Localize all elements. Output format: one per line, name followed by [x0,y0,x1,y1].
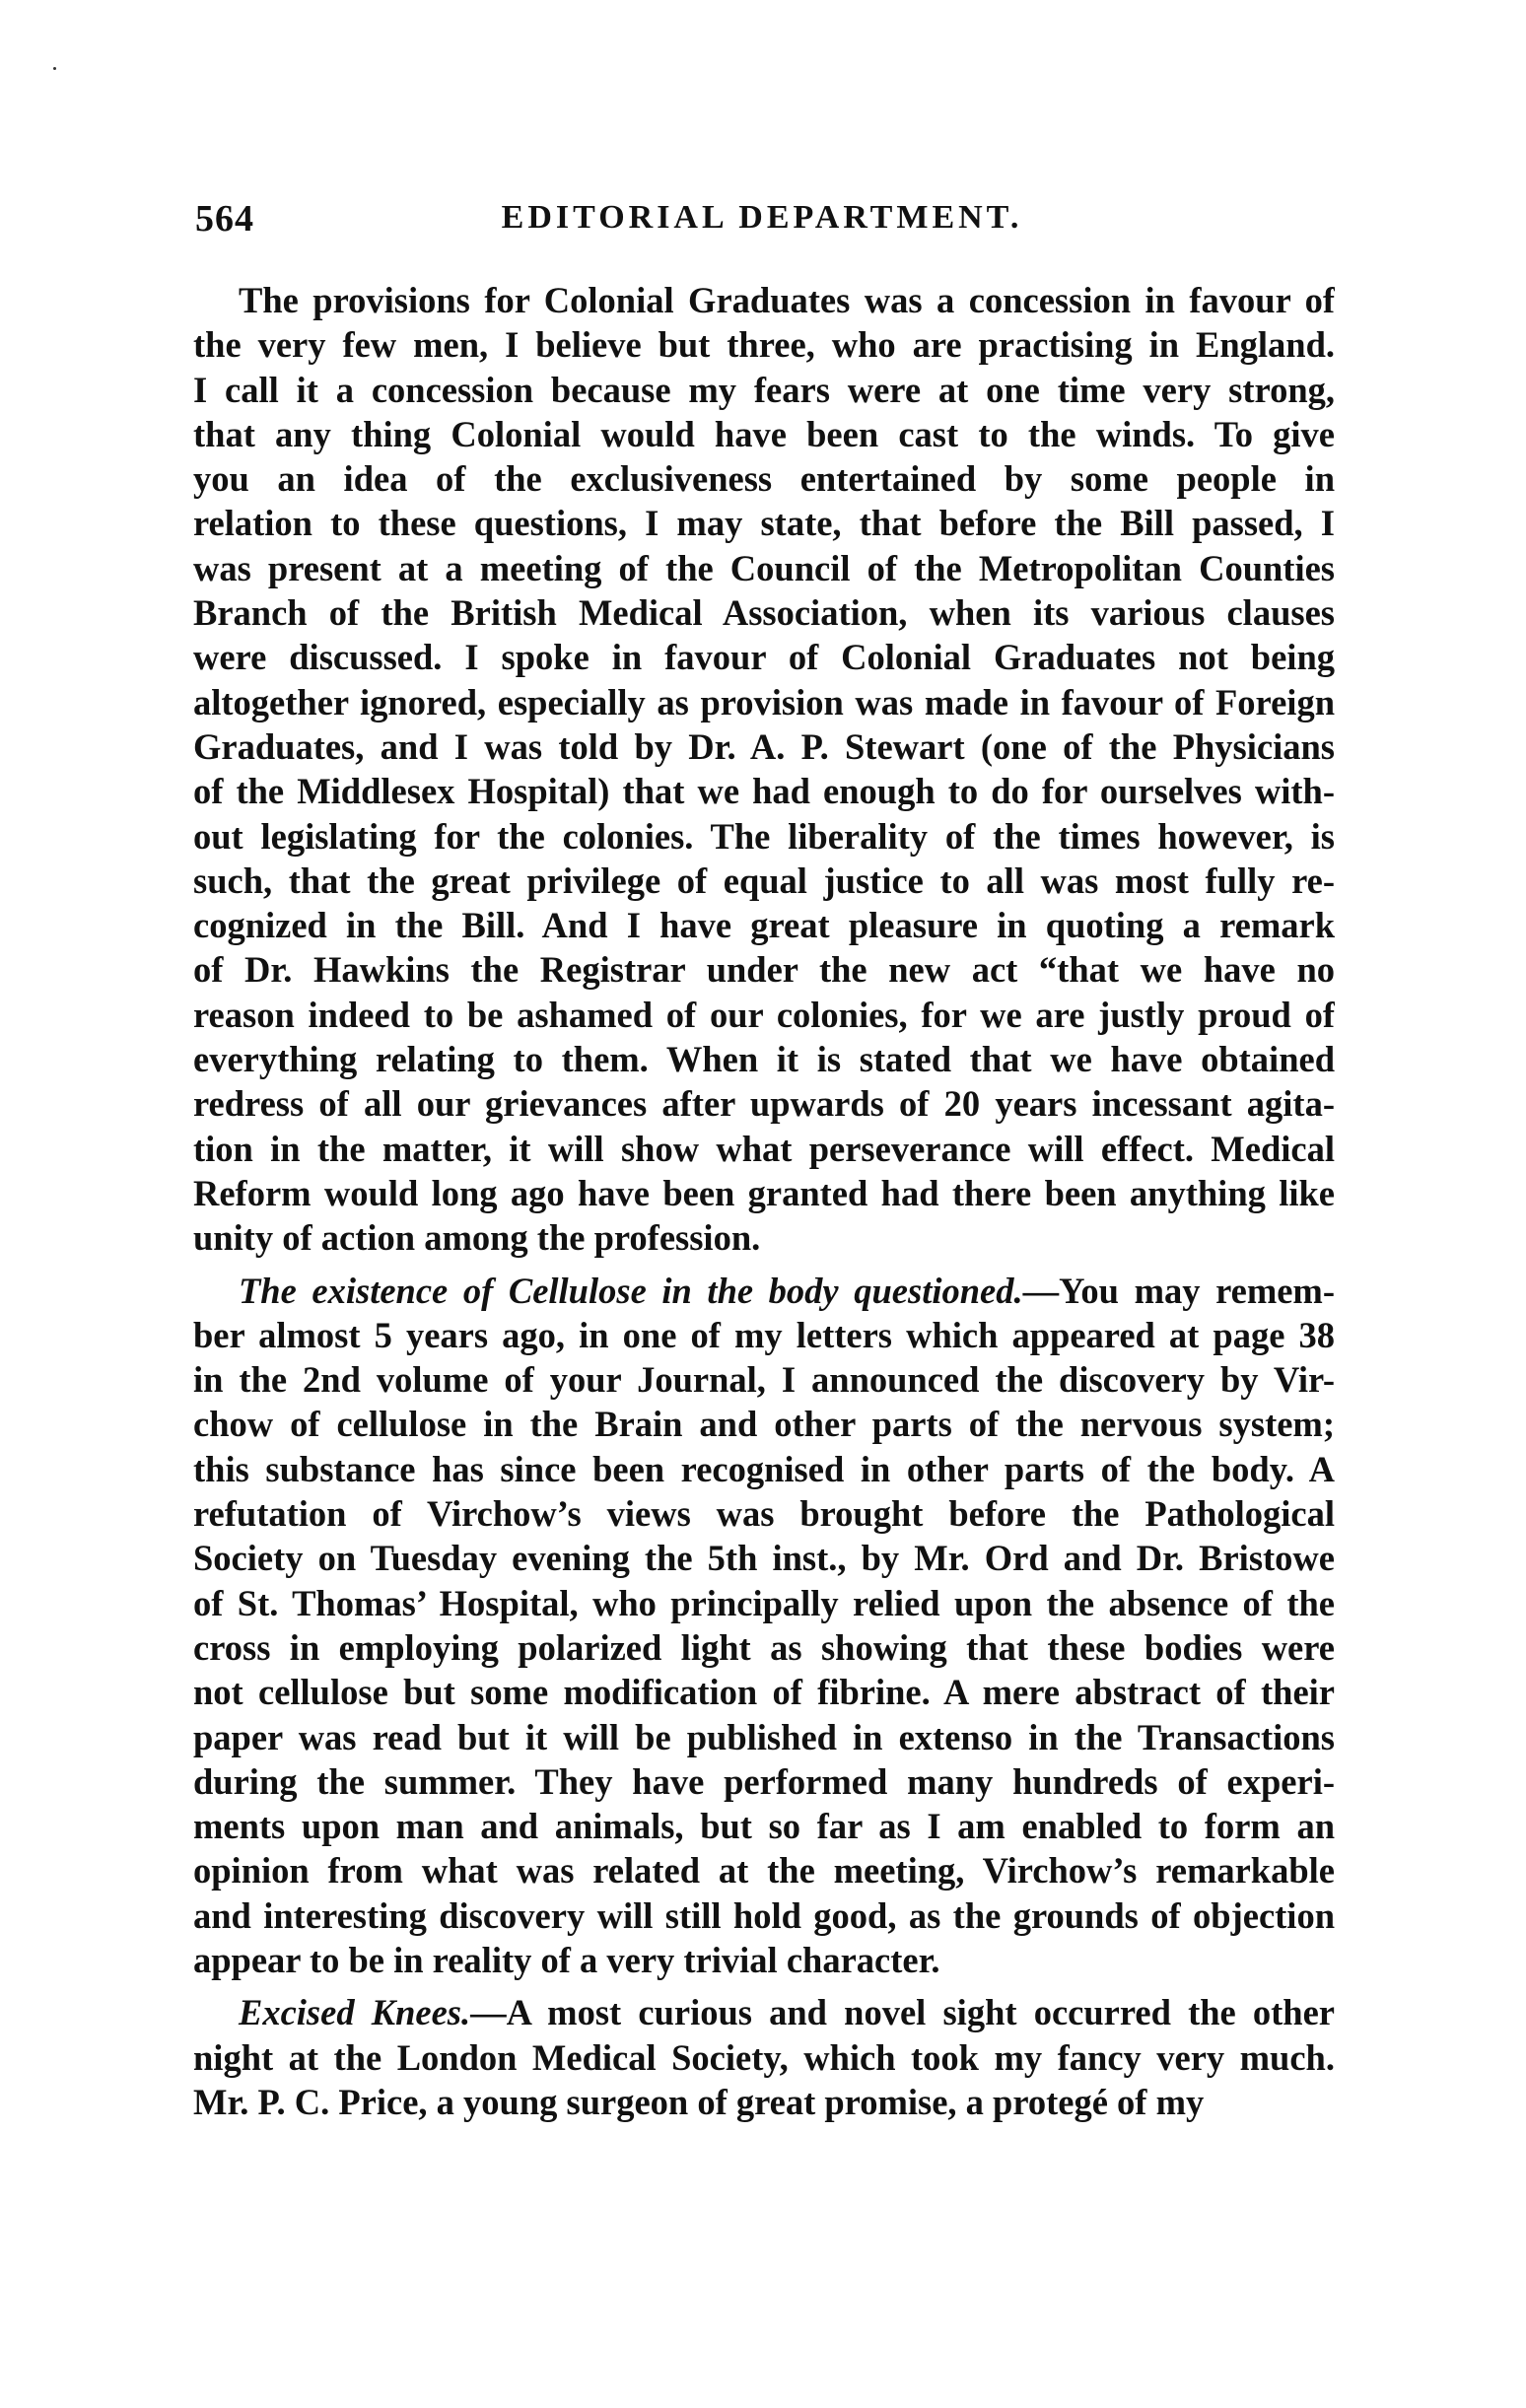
text-line [193,993,1335,1037]
line-text: Reform would long ago have been granted had there been anything like [193,1172,1335,1213]
line-text: were discussed. I spoke in favour of Colonial Graduates not being [193,637,1335,678]
text-line [193,1581,1335,1625]
text-line [193,1848,1335,1892]
text-line [193,1625,1335,1670]
text-line [193,368,1335,412]
line-text: altogether ignored, especially as provision was made in favour of Foreign [193,681,1335,722]
italic-heading: The existence of Cellulose in the body questioned. [239,1270,1023,1311]
line-text: ber almost 5 years ago, in one of my letters which appeared at page 38 [193,1314,1335,1355]
text-line [193,1081,1335,1126]
line-text: out legislating for the colonies. The liberality of the times however, is [193,815,1335,857]
line-text: during the summer. They have performed many hundreds of experi- [193,1760,1335,1802]
line-text: —A most curious and novel sight occurred the other [470,1992,1335,2033]
text-line [193,947,1335,992]
text-line [193,2035,1335,2080]
text-line [193,1269,1335,1313]
text-line [193,1171,1335,1215]
text-line [193,1037,1335,1081]
line-text: in the 2nd volume of your Journal, I announced the discovery by Vir- [193,1359,1335,1401]
section-heading: EDITORIAL DEPARTMENT. [501,199,1023,236]
text-line [193,1447,1335,1491]
line-text: appear to be in reality of a very trivial character. [193,1939,940,1980]
line-text: Mr. P. C. Price, a young surgeon of great promise, a protegé of my [193,2081,1205,2122]
text-line [193,1990,1335,2034]
text-line [193,1715,1335,1759]
text-line [193,1215,1335,1260]
text-line [193,1536,1335,1580]
text-line [193,1127,1335,1171]
text-line [193,1893,1335,1938]
line-text: that any thing Colonial would have been cast to the winds. To give [193,413,1335,454]
text-line [193,2080,1335,2124]
text-line [193,1938,1335,1982]
text-line [193,322,1335,367]
line-text: redress of all our grievances after upwards of 20 years incessant agita- [193,1083,1335,1125]
line-text: unity of action among the profession. [193,1217,761,1259]
line-text: of the Middlesex Hospital) that we had enough to do for ourselves with- [193,771,1335,812]
text-line [193,546,1335,590]
line-text: The provisions for Colonial Graduates was a concession in favour of [239,280,1335,320]
text-line [193,1357,1335,1402]
line-text: not cellulose but some modification of fibrine. A mere abstract of their [193,1672,1335,1713]
line-text: I call it a concession because my fears were at one time very strong, [193,369,1335,410]
text-line [193,724,1335,769]
running-head [195,197,1329,246]
line-text: this substance has since been recognised in other parts of the body. A [193,1448,1335,1489]
line-text: ments upon man and animals, but so far as I am enabled to form an [193,1806,1335,1847]
line-text: cognized in the Bill. And I have great pleasure in quoting a remark [193,905,1335,946]
line-text: everything relating to them. When it is stated that we have obtained [193,1039,1335,1080]
line-text: relation to these questions, I may state, that before the Bill passed, I [193,503,1335,544]
line-text: cross in employing polarized light as showing that these bodies were [193,1626,1335,1668]
line-text: —You may remem- [1022,1270,1335,1311]
line-text: refutation of Virchow’s views was brought before the Pathological [193,1493,1335,1535]
text-line [193,635,1335,679]
text-line [193,412,1335,456]
line-text: Society on Tuesday evening the 5th inst., by Mr. Ord and Dr. Bristowe [193,1538,1335,1579]
text-line [193,814,1335,859]
line-text: you an idea of the exclusiveness entertained by some people in [193,458,1335,500]
line-text: tion in the matter, it will show what perseverance will effect. Medical [193,1128,1335,1169]
text-line [193,680,1335,724]
text-line [193,1491,1335,1536]
line-text: was present at a meeting of the Council of the Metropolitan Counties [193,547,1335,588]
line-text: of St. Thomas’ Hospital, who principally relied upon the absence of the [193,1582,1335,1623]
line-text: of Dr. Hawkins the Registrar under the new act “that we have no [193,949,1335,991]
line-text: the very few men, I believe but three, who are practising in England. [193,324,1335,366]
body-text [193,278,1335,2124]
line-text: such, that the great privilege of equal justice to all was most fully re- [193,860,1335,901]
line-text: paper was read but it will be published in extenso in the Transactions [193,1716,1335,1757]
line-text: Branch of the British Medical Association, when its various clauses [193,592,1335,634]
text-line [193,456,1335,501]
italic-heading: Excised Knees. [239,1992,471,2033]
line-text: reason indeed to be ashamed of our colonies, for we are justly proud of [193,994,1335,1035]
line-text: and interesting discovery will still hold good, as the grounds of objection [193,1894,1335,1936]
line-text: chow of cellulose in the Brain and other parts of the nervous system; [193,1404,1335,1445]
text-line [193,501,1335,545]
text-line [193,1670,1335,1714]
text-line [193,278,1335,322]
page-number: 564 [195,198,254,240]
line-text: opinion from what was related at the meeting, Virchow’s remarkable [193,1850,1335,1892]
text-line [193,1759,1335,1804]
text-line [193,590,1335,635]
text-line [193,1804,1335,1848]
text-line [193,903,1335,947]
text-line [193,1402,1335,1446]
line-text: night at the London Medical Society, which took my fancy very much. [193,2036,1335,2078]
text-line [193,859,1335,903]
text-line [193,769,1335,813]
line-text: Graduates, and I was told by Dr. A. P. Stewart (one of the Physicians [193,725,1335,767]
text-line [193,1313,1335,1357]
paper-speck [53,67,56,70]
